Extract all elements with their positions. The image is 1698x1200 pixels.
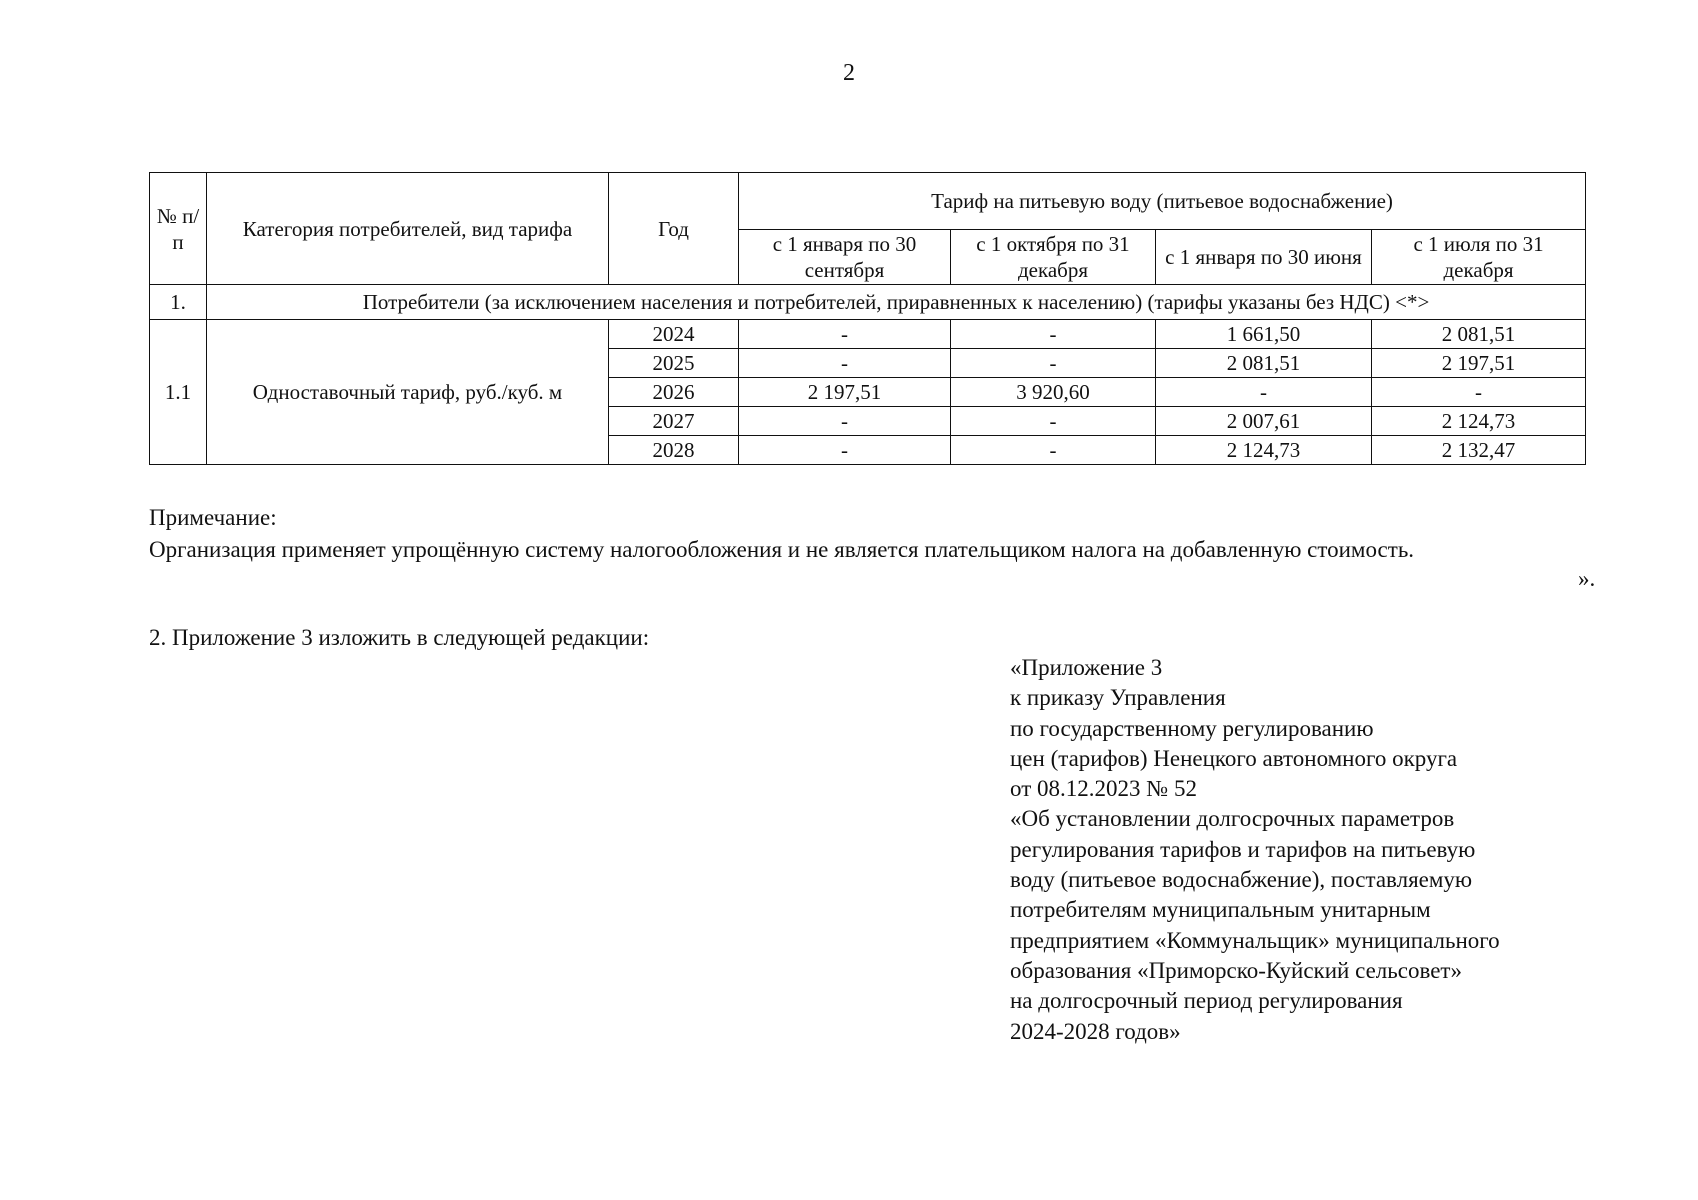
table-row <box>150 320 1586 349</box>
section-num: 1. <box>150 285 207 320</box>
year-cell: 2025 <box>609 349 739 378</box>
page-number: 2 <box>843 60 855 86</box>
note-text: Организация применяет упрощённую систему налогообложения и не является плательщиком налога на добавленную стоимость. <box>149 537 1415 562</box>
appendix-line: цен (тарифов) Ненецкого автономного округа <box>1010 745 1458 771</box>
section-label: Потребители (за исключением населения и потребителей, приравненных к населению) (тарифы указаны без НДС) <*> <box>207 285 1586 320</box>
appendix-heading <box>1010 653 1500 1047</box>
value-cell: - <box>1156 378 1372 407</box>
header-num: № п/п <box>150 173 207 285</box>
appendix-line: потребителям муниципальным унитарным <box>1010 897 1431 923</box>
header-period: с 1 октября по 31 декабря <box>951 230 1156 285</box>
note-block <box>149 502 1414 566</box>
value-cell: - <box>951 407 1156 436</box>
appendix-line: «Приложение 3 <box>1010 655 1163 680</box>
value-cell: 2 007,61 <box>1156 407 1372 436</box>
value-cell: - <box>951 436 1156 465</box>
value-cell: - <box>1372 378 1586 407</box>
value-cell: 2 197,51 <box>1372 349 1586 378</box>
value-cell: - <box>951 320 1156 349</box>
appendix-line: регулирования тарифов и тарифов на питьевую <box>1010 836 1476 862</box>
closing-quote: ». <box>1578 566 1596 591</box>
year-cell: 2026 <box>609 378 739 407</box>
year-cell: 2028 <box>609 436 739 465</box>
value-cell: 1 661,50 <box>1156 320 1372 349</box>
value-cell: - <box>739 320 951 349</box>
value-cell: 2 081,51 <box>1156 349 1372 378</box>
item-label: Одноставочный тариф, руб./куб. м <box>207 320 609 465</box>
header-category: Категория потребителей, вид тарифа <box>207 173 609 285</box>
tariff-table <box>149 172 1586 465</box>
value-cell: - <box>739 349 951 378</box>
value-cell: - <box>739 436 951 465</box>
value-cell: - <box>951 349 1156 378</box>
header-tariff-group: Тариф на питьевую воду (питьевое водоснабжение) <box>739 173 1586 230</box>
header-period: с 1 января по 30 сентября <box>739 230 951 285</box>
value-cell: 2 124,73 <box>1156 436 1372 465</box>
item-num: 1.1 <box>150 320 207 465</box>
header-period: с 1 июля по 31 декабря <box>1372 230 1586 285</box>
value-cell: - <box>739 407 951 436</box>
value-cell: 2 081,51 <box>1372 320 1586 349</box>
appendix-line: по государственному регулированию <box>1010 715 1374 741</box>
value-cell: 2 124,73 <box>1372 407 1586 436</box>
appendix-line: 2024-2028 годов» <box>1010 1018 1181 1044</box>
value-cell: 2 132,47 <box>1372 436 1586 465</box>
appendix-line: от 08.12.2023 № 52 <box>1010 776 1197 802</box>
appendix-line: образования «Приморско-Куйский сельсовет» <box>1010 957 1462 983</box>
header-year: Год <box>609 173 739 285</box>
note-title: Примечание: <box>149 505 277 530</box>
header-period: с 1 января по 30 июня <box>1156 230 1372 285</box>
appendix-line: к приказу Управления <box>1010 685 1226 711</box>
year-cell: 2024 <box>609 320 739 349</box>
appendix-line: на долгосрочный период регулирования <box>1010 988 1403 1014</box>
item-2-text: 2. Приложение 3 изложить в следующей редакции: <box>149 625 650 650</box>
appendix-line: «Об установлении долгосрочных параметров <box>1010 806 1455 832</box>
year-cell: 2027 <box>609 407 739 436</box>
appendix-line: предприятием «Коммунальщик» муниципального <box>1010 927 1500 953</box>
value-cell: 2 197,51 <box>739 378 951 407</box>
appendix-line: воду (питьевое водоснабжение), поставляемую <box>1010 867 1473 893</box>
value-cell: 3 920,60 <box>951 378 1156 407</box>
